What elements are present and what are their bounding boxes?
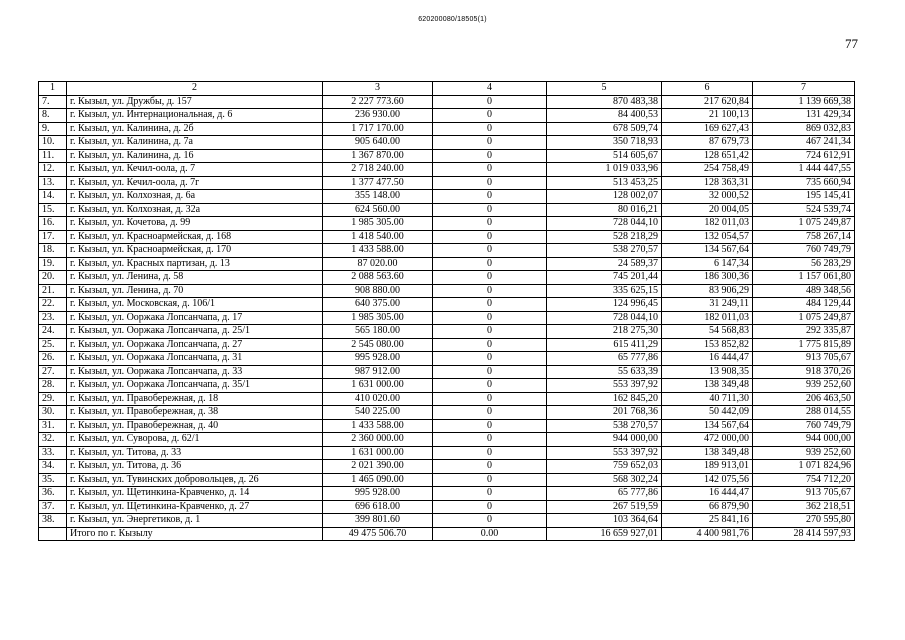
col5-cell: 513 453,25 — [547, 176, 662, 190]
col5-cell: 128 002,07 — [547, 190, 662, 204]
col7-cell: 944 000,00 — [753, 433, 855, 447]
col7-cell: 724 612,91 — [753, 149, 855, 163]
row-number-cell: 34. — [39, 460, 67, 474]
address-cell: г. Кызыл, ул. Красных партизан, д. 13 — [67, 257, 323, 271]
col4-cell: 0 — [433, 352, 547, 366]
table-row — [39, 325, 855, 339]
table-row — [39, 136, 855, 150]
table-row — [39, 176, 855, 190]
address-cell: г. Кызыл, ул. Щетинкина-Кравченко, д. 14 — [67, 487, 323, 501]
table-row — [39, 271, 855, 285]
amount-cell: 355 148.00 — [323, 190, 433, 204]
row-number-cell: 27. — [39, 365, 67, 379]
col5-cell: 350 718,93 — [547, 136, 662, 150]
address-cell: г. Кызыл, ул. Кечил-оола, д. 7г — [67, 176, 323, 190]
col4-cell: 0 — [433, 163, 547, 177]
row-number-cell: 20. — [39, 271, 67, 285]
row-number-cell: 18. — [39, 244, 67, 258]
col6-cell: 132 054,57 — [662, 230, 753, 244]
header-cell: 3 — [323, 82, 433, 96]
col6-cell: 134 567,64 — [662, 244, 753, 258]
address-cell: г. Кызыл, ул. Дружбы, д. 157 — [67, 95, 323, 109]
col4-cell: 0 — [433, 190, 547, 204]
row-number-cell: 16. — [39, 217, 67, 231]
col4-cell: 0 — [433, 379, 547, 393]
col7-cell: 760 749,79 — [753, 419, 855, 433]
col7-cell: 913 705,67 — [753, 487, 855, 501]
address-cell: г. Кызыл, ул. Калинина, д. 16 — [67, 149, 323, 163]
col7-cell: 131 429,34 — [753, 109, 855, 123]
table-row — [39, 473, 855, 487]
col5-cell: 759 652,03 — [547, 460, 662, 474]
table-row — [39, 446, 855, 460]
col7-cell: 524 539,74 — [753, 203, 855, 217]
document-id: 620200080/18505(1) — [418, 16, 487, 23]
address-cell: г. Кызыл, ул. Колхозная, д. 6а — [67, 190, 323, 204]
col7-cell: 1 157 061,80 — [753, 271, 855, 285]
col7-cell: 288 014,55 — [753, 406, 855, 420]
table-row — [39, 352, 855, 366]
row-number-cell: 29. — [39, 392, 67, 406]
table-row — [39, 500, 855, 514]
col4-cell: 0 — [433, 122, 547, 136]
address-cell: г. Кызыл, ул. Щетинкина-Кравченко, д. 27 — [67, 500, 323, 514]
col7-cell: 735 660,94 — [753, 176, 855, 190]
col4-cell: 0 — [433, 419, 547, 433]
address-cell: г. Кызыл, ул. Московская, д. 106/1 — [67, 298, 323, 312]
address-cell: г. Кызыл, ул. Кочетова, д. 99 — [67, 217, 323, 231]
address-cell: г. Кызыл, ул. Красноармейская, д. 168 — [67, 230, 323, 244]
table-row — [39, 298, 855, 312]
col6-cell: 182 011,03 — [662, 217, 753, 231]
col6-cell: 182 011,03 — [662, 311, 753, 325]
col4-cell: 0 — [433, 487, 547, 501]
row-number-cell: 28. — [39, 379, 67, 393]
amount-cell: 2 088 563.60 — [323, 271, 433, 285]
row-number-cell: 22. — [39, 298, 67, 312]
col4-cell: 0 — [433, 311, 547, 325]
amount-cell: 1 433 588.00 — [323, 244, 433, 258]
row-number-cell: 35. — [39, 473, 67, 487]
col6-cell: 138 349,48 — [662, 379, 753, 393]
address-cell: г. Кызыл, ул. Правобережная, д. 38 — [67, 406, 323, 420]
col6-cell: 32 000,52 — [662, 190, 753, 204]
amount-cell: 1 367 870.00 — [323, 149, 433, 163]
row-number-cell: 23. — [39, 311, 67, 325]
col4-cell: 0 — [433, 271, 547, 285]
header-cell: 6 — [662, 82, 753, 96]
col6-cell: 40 711,30 — [662, 392, 753, 406]
table-total-row — [39, 527, 855, 541]
row-number-cell: 17. — [39, 230, 67, 244]
amount-cell: 1 377 477.50 — [323, 176, 433, 190]
amount-cell: 410 020.00 — [323, 392, 433, 406]
table-row — [39, 257, 855, 271]
address-cell: г. Кызыл, ул. Ооржака Лопсанчапа, д. 17 — [67, 311, 323, 325]
col5-cell: 538 270,57 — [547, 244, 662, 258]
col6-cell: 153 852,82 — [662, 338, 753, 352]
row-number-cell: 36. — [39, 487, 67, 501]
col7-cell: 1 071 824,96 — [753, 460, 855, 474]
col4-cell: 0 — [433, 95, 547, 109]
address-cell: г. Кызыл, ул. Титова, д. 36 — [67, 460, 323, 474]
col5-cell: 728 044,10 — [547, 217, 662, 231]
col7-cell: 484 129,44 — [753, 298, 855, 312]
total-value-cell: 28 414 597,93 — [753, 527, 855, 541]
row-number-cell: 12. — [39, 163, 67, 177]
col7-cell: 913 705,67 — [753, 352, 855, 366]
address-cell: г. Кызыл, ул. Ленина, д. 58 — [67, 271, 323, 285]
amount-cell: 1 717 170.00 — [323, 122, 433, 136]
table-row — [39, 338, 855, 352]
header-cell: 4 — [433, 82, 547, 96]
col6-cell: 134 567,64 — [662, 419, 753, 433]
amount-cell: 995 928.00 — [323, 487, 433, 501]
table-row — [39, 203, 855, 217]
col6-cell: 254 758,49 — [662, 163, 753, 177]
col5-cell: 335 625,15 — [547, 284, 662, 298]
total-value-cell: 16 659 927,01 — [547, 527, 662, 541]
col6-cell: 31 249,11 — [662, 298, 753, 312]
col4-cell: 0 — [433, 257, 547, 271]
col7-cell: 1 139 669,38 — [753, 95, 855, 109]
row-number-cell: 7. — [39, 95, 67, 109]
col7-cell: 1 444 447,55 — [753, 163, 855, 177]
amount-cell: 2 545 080.00 — [323, 338, 433, 352]
col5-cell: 728 044,10 — [547, 311, 662, 325]
amount-cell: 2 021 390.00 — [323, 460, 433, 474]
amount-cell: 640 375.00 — [323, 298, 433, 312]
table-row — [39, 487, 855, 501]
col6-cell: 128 363,31 — [662, 176, 753, 190]
address-cell: г. Кызыл, ул. Ленина, д. 70 — [67, 284, 323, 298]
amount-cell: 1 985 305.00 — [323, 311, 433, 325]
row-number-cell: 31. — [39, 419, 67, 433]
col7-cell: 869 032,83 — [753, 122, 855, 136]
header-cell: 7 — [753, 82, 855, 96]
col7-cell: 270 595,80 — [753, 514, 855, 528]
col4-cell: 0 — [433, 136, 547, 150]
table-row — [39, 392, 855, 406]
col7-cell: 292 335,87 — [753, 325, 855, 339]
col6-cell: 13 908,35 — [662, 365, 753, 379]
col4-cell: 0 — [433, 500, 547, 514]
col6-cell: 50 442,09 — [662, 406, 753, 420]
table-row — [39, 406, 855, 420]
col5-cell: 615 411,29 — [547, 338, 662, 352]
col5-cell: 528 218,29 — [547, 230, 662, 244]
amount-cell: 2 360 000.00 — [323, 433, 433, 447]
amount-cell: 2 227 773.60 — [323, 95, 433, 109]
col6-cell: 83 906,29 — [662, 284, 753, 298]
table-row — [39, 244, 855, 258]
address-cell: г. Кызыл, ул. Ооржака Лопсанчапа, д. 27 — [67, 338, 323, 352]
row-number-cell: 33. — [39, 446, 67, 460]
col6-cell: 20 004,05 — [662, 203, 753, 217]
address-cell: г. Кызыл, ул. Кечил-оола, д. 7 — [67, 163, 323, 177]
address-cell: г. Кызыл, ул. Интернациональная, д. 6 — [67, 109, 323, 123]
col5-cell: 678 509,74 — [547, 122, 662, 136]
amount-cell: 905 640.00 — [323, 136, 433, 150]
col7-cell: 939 252,60 — [753, 379, 855, 393]
row-number-cell: 24. — [39, 325, 67, 339]
col4-cell: 0 — [433, 284, 547, 298]
address-cell: г. Кызыл, ул. Калинина, д. 2б — [67, 122, 323, 136]
col5-cell: 745 201,44 — [547, 271, 662, 285]
col7-cell: 1 075 249,87 — [753, 311, 855, 325]
col4-cell: 0 — [433, 446, 547, 460]
col6-cell: 186 300,36 — [662, 271, 753, 285]
amount-cell: 565 180.00 — [323, 325, 433, 339]
table-row — [39, 365, 855, 379]
table-row — [39, 311, 855, 325]
table-row — [39, 122, 855, 136]
address-cell: г. Кызыл, ул. Суворова, д. 62/1 — [67, 433, 323, 447]
col6-cell: 87 679,73 — [662, 136, 753, 150]
row-number-cell: 19. — [39, 257, 67, 271]
col5-cell: 84 400,53 — [547, 109, 662, 123]
col5-cell: 55 633,39 — [547, 365, 662, 379]
address-cell: г. Кызыл, ул. Ооржака Лопсанчапа, д. 31 — [67, 352, 323, 366]
header-cell: 1 — [39, 82, 67, 96]
row-number-cell: 32. — [39, 433, 67, 447]
col5-cell: 944 000,00 — [547, 433, 662, 447]
col6-cell: 189 913,01 — [662, 460, 753, 474]
amount-cell: 624 560.00 — [323, 203, 433, 217]
col4-cell: 0 — [433, 109, 547, 123]
col6-cell: 16 444,47 — [662, 487, 753, 501]
table-header-row — [39, 82, 855, 96]
col7-cell: 754 712,20 — [753, 473, 855, 487]
col7-cell: 489 348,56 — [753, 284, 855, 298]
row-number-cell: 25. — [39, 338, 67, 352]
address-cell: г. Кызыл, ул. Титова, д. 33 — [67, 446, 323, 460]
col7-cell: 1 075 249,87 — [753, 217, 855, 231]
col6-cell: 16 444,47 — [662, 352, 753, 366]
col7-cell: 362 218,51 — [753, 500, 855, 514]
header-cell: 2 — [67, 82, 323, 96]
col6-cell: 66 879,90 — [662, 500, 753, 514]
table-row — [39, 217, 855, 231]
row-number-cell: 30. — [39, 406, 67, 420]
col4-cell: 0 — [433, 460, 547, 474]
table-row — [39, 163, 855, 177]
col7-cell: 939 252,60 — [753, 446, 855, 460]
col7-cell: 760 749,79 — [753, 244, 855, 258]
col4-cell: 0 — [433, 365, 547, 379]
col6-cell: 128 651,42 — [662, 149, 753, 163]
total-value-cell: 49 475 506.70 — [323, 527, 433, 541]
col4-cell: 0 — [433, 244, 547, 258]
amount-cell: 540 225.00 — [323, 406, 433, 420]
col4-cell: 0 — [433, 392, 547, 406]
col6-cell: 6 147,34 — [662, 257, 753, 271]
col7-cell: 1 775 815,89 — [753, 338, 855, 352]
col4-cell: 0 — [433, 203, 547, 217]
amount-cell: 995 928.00 — [323, 352, 433, 366]
col6-cell: 54 568,83 — [662, 325, 753, 339]
amount-cell: 987 912.00 — [323, 365, 433, 379]
table-row — [39, 109, 855, 123]
address-cell: г. Кызыл, ул. Калинина, д. 7а — [67, 136, 323, 150]
row-number-cell: 15. — [39, 203, 67, 217]
address-cell: г. Кызыл, ул. Ооржака Лопсанчапа, д. 33 — [67, 365, 323, 379]
col7-cell: 206 463,50 — [753, 392, 855, 406]
col4-cell: 0 — [433, 230, 547, 244]
address-cell: г. Кызыл, ул. Тувинских добровольцев, д. 26 — [67, 473, 323, 487]
amount-cell: 236 930.00 — [323, 109, 433, 123]
col7-cell: 918 370,26 — [753, 365, 855, 379]
col5-cell: 162 845,20 — [547, 392, 662, 406]
col5-cell: 870 483,38 — [547, 95, 662, 109]
amount-cell: 1 465 090.00 — [323, 473, 433, 487]
col5-cell: 1 019 033,96 — [547, 163, 662, 177]
col7-cell: 56 283,29 — [753, 257, 855, 271]
col5-cell: 553 397,92 — [547, 446, 662, 460]
col4-cell: 0 — [433, 433, 547, 447]
col4-cell: 0 — [433, 149, 547, 163]
address-cell: г. Кызыл, ул. Правобережная, д. 18 — [67, 392, 323, 406]
row-number-cell: 38. — [39, 514, 67, 528]
amount-cell: 1 631 000.00 — [323, 379, 433, 393]
row-number-cell: 9. — [39, 122, 67, 136]
col6-cell: 169 627,43 — [662, 122, 753, 136]
address-cell: г. Кызыл, ул. Ооржака Лопсанчапа, д. 25/1 — [67, 325, 323, 339]
table-row — [39, 95, 855, 109]
table-row — [39, 460, 855, 474]
total-value-cell — [39, 527, 67, 541]
amount-cell: 87 020.00 — [323, 257, 433, 271]
table-row — [39, 190, 855, 204]
col5-cell: 80 016,21 — [547, 203, 662, 217]
col4-cell: 0 — [433, 325, 547, 339]
table-row — [39, 379, 855, 393]
table-row — [39, 149, 855, 163]
col4-cell: 0 — [433, 514, 547, 528]
col5-cell: 24 589,37 — [547, 257, 662, 271]
col5-cell: 65 777,86 — [547, 352, 662, 366]
amount-cell: 1 433 588.00 — [323, 419, 433, 433]
amount-cell: 696 618.00 — [323, 500, 433, 514]
row-number-cell: 10. — [39, 136, 67, 150]
amount-cell: 399 801.60 — [323, 514, 433, 528]
col5-cell: 514 605,67 — [547, 149, 662, 163]
col6-cell: 472 000,00 — [662, 433, 753, 447]
address-cell: г. Кызыл, ул. Колхозная, д. 32а — [67, 203, 323, 217]
col4-cell: 0 — [433, 338, 547, 352]
col6-cell: 217 620,84 — [662, 95, 753, 109]
row-number-cell: 11. — [39, 149, 67, 163]
row-number-cell: 26. — [39, 352, 67, 366]
col7-cell: 195 145,41 — [753, 190, 855, 204]
total-value-cell: 0.00 — [433, 527, 547, 541]
row-number-cell: 37. — [39, 500, 67, 514]
col7-cell: 467 241,34 — [753, 136, 855, 150]
col6-cell: 21 100,13 — [662, 109, 753, 123]
col5-cell: 267 519,59 — [547, 500, 662, 514]
col4-cell: 0 — [433, 176, 547, 190]
col6-cell: 142 075,56 — [662, 473, 753, 487]
table-row — [39, 514, 855, 528]
row-number-cell: 13. — [39, 176, 67, 190]
page-number: 77 — [845, 36, 858, 51]
col5-cell: 538 270,57 — [547, 419, 662, 433]
row-number-cell: 8. — [39, 109, 67, 123]
address-cell: г. Кызыл, ул. Правобережная, д. 40 — [67, 419, 323, 433]
col5-cell: 201 768,36 — [547, 406, 662, 420]
col7-cell: 758 267,14 — [753, 230, 855, 244]
row-number-cell: 14. — [39, 190, 67, 204]
amount-cell: 1 631 000.00 — [323, 446, 433, 460]
total-label-cell: Итого по г. Кызылу — [67, 527, 323, 541]
header-cell: 5 — [547, 82, 662, 96]
col4-cell: 0 — [433, 473, 547, 487]
col4-cell: 0 — [433, 406, 547, 420]
address-cell: г. Кызыл, ул. Красноармейская, д. 170 — [67, 244, 323, 258]
col5-cell: 124 996,45 — [547, 298, 662, 312]
amount-cell: 908 880.00 — [323, 284, 433, 298]
address-cell: г. Кызыл, ул. Ооржака Лопсанчапа, д. 35/1 — [67, 379, 323, 393]
col5-cell: 65 777,86 — [547, 487, 662, 501]
col4-cell: 0 — [433, 298, 547, 312]
col6-cell: 25 841,16 — [662, 514, 753, 528]
col5-cell: 103 364,64 — [547, 514, 662, 528]
table-row — [39, 230, 855, 244]
data-table — [38, 81, 855, 541]
col5-cell: 568 302,24 — [547, 473, 662, 487]
table-row — [39, 433, 855, 447]
table-row — [39, 284, 855, 298]
col5-cell: 218 275,30 — [547, 325, 662, 339]
amount-cell: 1 418 540.00 — [323, 230, 433, 244]
amount-cell: 2 718 240.00 — [323, 163, 433, 177]
total-value-cell: 4 400 981,76 — [662, 527, 753, 541]
col6-cell: 138 349,48 — [662, 446, 753, 460]
row-number-cell: 21. — [39, 284, 67, 298]
col4-cell: 0 — [433, 217, 547, 231]
amount-cell: 1 985 305.00 — [323, 217, 433, 231]
table-row — [39, 419, 855, 433]
address-cell: г. Кызыл, ул. Энергетиков, д. 1 — [67, 514, 323, 528]
col5-cell: 553 397,92 — [547, 379, 662, 393]
